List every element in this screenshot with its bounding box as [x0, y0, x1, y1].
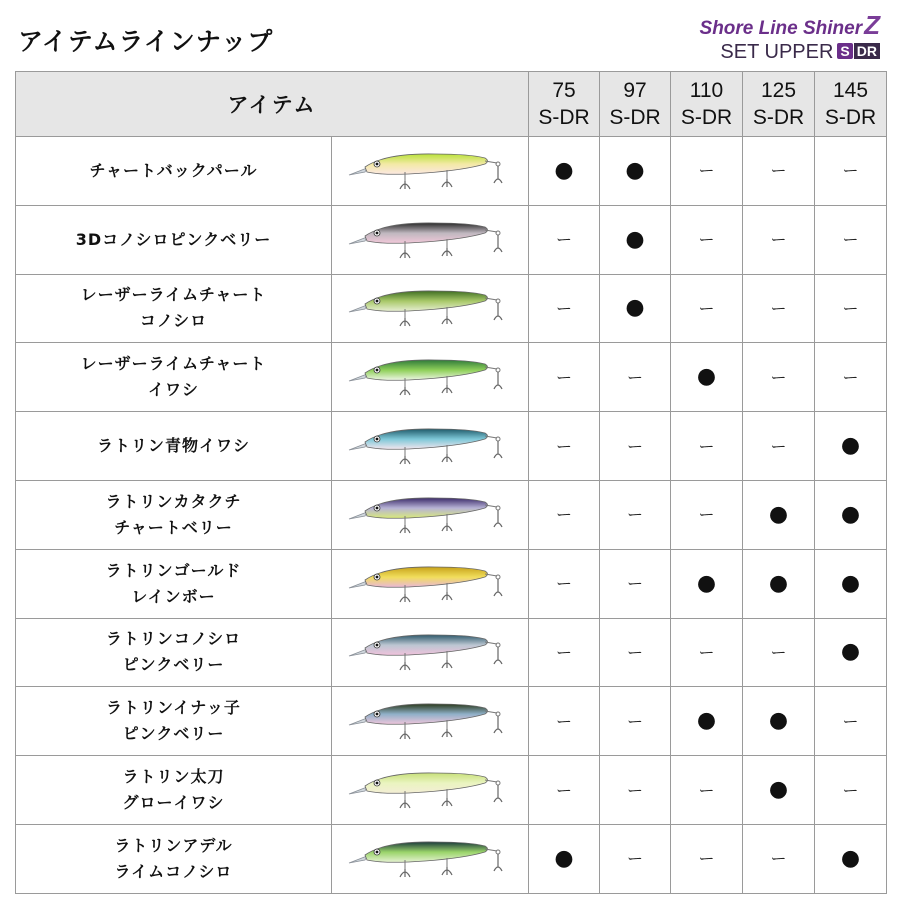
unavailable-mark: ー	[770, 436, 787, 456]
lure-image-cell	[332, 343, 529, 412]
item-column-header: アイテム	[16, 72, 529, 137]
available-mark: ●	[554, 845, 574, 871]
lure-image-cell	[332, 687, 529, 756]
unavailable-mark: ー	[842, 230, 859, 250]
availability-cell	[600, 618, 671, 687]
table-row	[16, 274, 887, 343]
availability-cell	[671, 549, 743, 618]
availability-cell	[743, 618, 815, 687]
available-mark: ●	[625, 295, 645, 321]
table-row	[16, 687, 887, 756]
availability-cell	[743, 343, 815, 412]
availability-cell	[815, 618, 887, 687]
availability-cell	[815, 824, 887, 893]
unavailable-mark: ー	[626, 711, 643, 731]
availability-cell	[671, 687, 743, 756]
table-row	[16, 343, 887, 412]
availability-cell	[671, 343, 743, 412]
item-name: レーザーライムチャート コノシロ	[16, 274, 332, 343]
lure-image-cell	[332, 205, 529, 274]
lure-image	[345, 695, 515, 747]
lure-image	[345, 351, 515, 403]
lure-image-cell	[332, 137, 529, 206]
unavailable-mark: ー	[555, 298, 572, 318]
unavailable-mark: ー	[555, 780, 572, 800]
availability-cell	[671, 274, 743, 343]
unavailable-mark: ー	[770, 298, 787, 318]
table-row	[16, 205, 887, 274]
table-row	[16, 824, 887, 893]
unavailable-mark: ー	[698, 505, 715, 525]
availability-cell	[815, 756, 887, 825]
available-mark: ●	[768, 570, 789, 596]
availability-cell	[529, 343, 600, 412]
lure-image-cell	[332, 274, 529, 343]
availability-cell	[743, 687, 815, 756]
unavailable-mark: ー	[698, 642, 715, 662]
table-row	[16, 412, 887, 481]
unavailable-mark: ー	[626, 367, 643, 387]
availability-cell	[600, 412, 671, 481]
item-name: ラトリンカタクチ チャートベリー	[16, 480, 332, 549]
availability-cell	[529, 137, 600, 206]
availability-cell	[743, 756, 815, 825]
availability-cell	[815, 687, 887, 756]
available-mark: ●	[840, 433, 861, 459]
unavailable-mark: ー	[698, 780, 715, 800]
availability-cell	[671, 618, 743, 687]
availability-cell	[671, 824, 743, 893]
unavailable-mark: ー	[555, 505, 572, 525]
unavailable-mark: ー	[842, 780, 859, 800]
item-name: ラトリン太刀 グローイワシ	[16, 756, 332, 825]
item-name: ラトリンアデル ライムコノシロ	[16, 824, 332, 893]
availability-cell	[600, 687, 671, 756]
unavailable-mark: ー	[555, 642, 572, 662]
lure-image	[345, 626, 515, 678]
table-header-row	[16, 72, 887, 137]
unavailable-mark: ー	[555, 230, 572, 250]
availability-cell	[529, 205, 600, 274]
availability-cell	[671, 480, 743, 549]
availability-cell	[743, 480, 815, 549]
lure-image	[345, 214, 515, 266]
unavailable-mark: ー	[626, 849, 643, 869]
availability-cell	[600, 480, 671, 549]
unavailable-mark: ー	[770, 161, 787, 181]
lineup-table	[15, 71, 887, 894]
item-name: 3Dコノシロピンクベリー	[16, 205, 332, 274]
availability-cell	[743, 274, 815, 343]
item-name: ラトリンゴールド レインボー	[16, 549, 332, 618]
availability-cell	[529, 549, 600, 618]
availability-cell	[529, 687, 600, 756]
item-name: ラトリンコノシロ ピンクベリー	[16, 618, 332, 687]
availability-cell	[600, 343, 671, 412]
availability-cell	[529, 824, 600, 893]
unavailable-mark: ー	[626, 574, 643, 594]
table-row	[16, 549, 887, 618]
unavailable-mark: ー	[842, 161, 859, 181]
available-mark: ●	[696, 570, 717, 596]
lure-image-cell	[332, 824, 529, 893]
available-mark: ●	[625, 226, 645, 252]
availability-cell	[600, 274, 671, 343]
lure-image	[345, 489, 515, 541]
availability-cell	[743, 549, 815, 618]
available-mark: ●	[840, 501, 861, 527]
brand-name: Shore Line ShinerZ	[699, 10, 880, 40]
unavailable-mark: ー	[626, 642, 643, 662]
availability-cell	[600, 549, 671, 618]
availability-cell	[671, 412, 743, 481]
unavailable-mark: ー	[698, 161, 715, 181]
unavailable-mark: ー	[555, 711, 572, 731]
available-mark: ●	[625, 157, 645, 183]
lure-image-cell	[332, 618, 529, 687]
available-mark: ●	[696, 364, 717, 390]
availability-cell	[671, 756, 743, 825]
unavailable-mark: ー	[842, 298, 859, 318]
unavailable-mark: ー	[555, 436, 572, 456]
item-name: チャートバックパール	[16, 137, 332, 206]
lure-image	[345, 558, 515, 610]
availability-cell	[600, 824, 671, 893]
availability-cell	[815, 274, 887, 343]
unavailable-mark: ー	[698, 849, 715, 869]
availability-cell	[600, 205, 671, 274]
table-row	[16, 480, 887, 549]
size-column-header: 97 S-DR	[600, 72, 671, 137]
lure-image	[345, 282, 515, 334]
unavailable-mark: ー	[842, 711, 859, 731]
item-name: ラトリンイナッ子 ピンクベリー	[16, 687, 332, 756]
availability-cell	[815, 480, 887, 549]
unavailable-mark: ー	[626, 436, 643, 456]
unavailable-mark: ー	[770, 230, 787, 250]
size-column-header: 110 S-DR	[671, 72, 743, 137]
available-mark: ●	[696, 708, 717, 734]
availability-cell	[671, 137, 743, 206]
lure-image	[345, 764, 515, 816]
unavailable-mark: ー	[698, 436, 715, 456]
availability-cell	[815, 412, 887, 481]
available-mark: ●	[768, 708, 789, 734]
item-name: レーザーライムチャート イワシ	[16, 343, 332, 412]
available-mark: ●	[554, 157, 574, 183]
lure-image-cell	[332, 412, 529, 481]
availability-cell	[815, 137, 887, 206]
availability-cell	[815, 549, 887, 618]
unavailable-mark: ー	[555, 574, 572, 594]
lure-image-cell	[332, 549, 529, 618]
table-row	[16, 137, 887, 206]
page-title: アイテムラインナップ	[18, 27, 274, 56]
lure-image-cell	[332, 756, 529, 825]
availability-cell	[529, 480, 600, 549]
available-mark: ●	[840, 639, 861, 665]
lure-image	[345, 145, 515, 197]
lure-image-cell	[332, 480, 529, 549]
table-row	[16, 756, 887, 825]
unavailable-mark: ー	[770, 849, 787, 869]
available-mark: ●	[768, 777, 789, 803]
availability-cell	[743, 412, 815, 481]
unavailable-mark: ー	[626, 505, 643, 525]
table-row	[16, 618, 887, 687]
brand-logo	[650, 8, 880, 68]
item-name: ラトリン青物イワシ	[16, 412, 332, 481]
unavailable-mark: ー	[698, 298, 715, 318]
unavailable-mark: ー	[770, 367, 787, 387]
availability-cell	[529, 412, 600, 481]
availability-cell	[529, 618, 600, 687]
available-mark: ●	[768, 501, 789, 527]
availability-cell	[529, 756, 600, 825]
unavailable-mark: ー	[842, 367, 859, 387]
unavailable-mark: ー	[555, 367, 572, 387]
size-column-header: 145 S-DR	[815, 72, 887, 137]
availability-cell	[743, 205, 815, 274]
availability-cell	[815, 205, 887, 274]
brand-subtitle: SET UPPER S DR	[650, 41, 880, 64]
available-mark: ●	[840, 845, 861, 871]
availability-cell	[743, 824, 815, 893]
size-column-header: 75 S-DR	[529, 72, 600, 137]
availability-cell	[743, 137, 815, 206]
availability-cell	[600, 137, 671, 206]
size-column-header: 125 S-DR	[743, 72, 815, 137]
unavailable-mark: ー	[770, 642, 787, 662]
unavailable-mark: ー	[626, 780, 643, 800]
unavailable-mark: ー	[698, 230, 715, 250]
availability-cell	[671, 205, 743, 274]
lure-image	[345, 833, 515, 885]
available-mark: ●	[840, 570, 861, 596]
availability-cell	[600, 756, 671, 825]
availability-cell	[815, 343, 887, 412]
lure-image	[345, 420, 515, 472]
availability-cell	[529, 274, 600, 343]
